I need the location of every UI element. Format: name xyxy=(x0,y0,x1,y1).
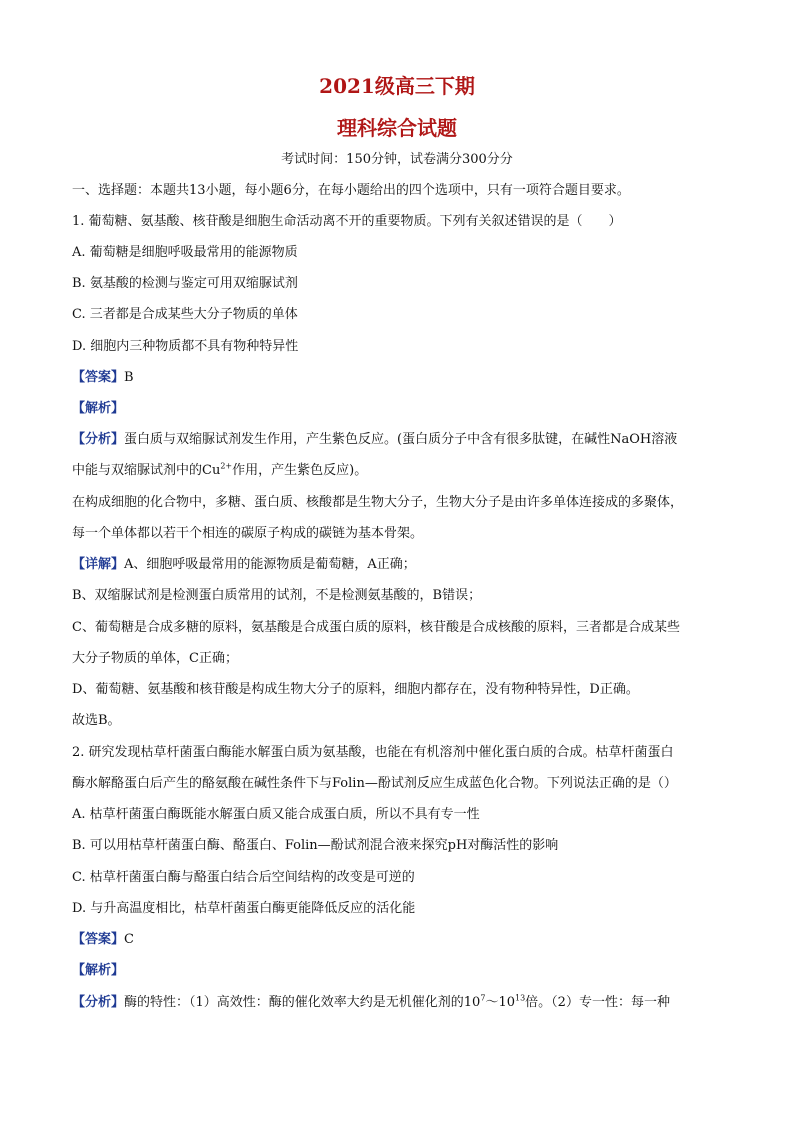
answer-tag: 【答案】 xyxy=(72,932,125,947)
superscript: 13 xyxy=(514,993,526,1003)
q1-option-d: D. 细胞内三种物质都不具有物种特异性 xyxy=(72,339,299,354)
fenxi-tag: 【分析】 xyxy=(72,995,125,1010)
exam-info: 考试时间：150分钟，试卷满分300分分 xyxy=(281,152,513,167)
q2-option-a: A. 枯草杆菌蛋白酶既能水解蛋白质又能合成蛋白质，所以不具有专一性 xyxy=(72,807,480,822)
q2-option-c: C. 枯草杆菌蛋白酶与酪蛋白结合后空间结构的改变是可逆的 xyxy=(72,870,415,885)
page-title: 2021级高三下期 xyxy=(319,74,475,98)
q1-paragraph-line2: 每一个单体都以若干个相连的碳原子构成的碳链为基本骨架。 xyxy=(72,526,424,541)
q1-detail-c1: C、葡萄糖是合成多糖的原料，氨基酸是合成蛋白质的原料，核苷酸是合成核酸的原料，三者都是合成某些 xyxy=(72,620,680,635)
q2-stem-line2: 酶水解酪蛋白后产生的酪氨酸在碱性条件下与Folin—酚试剂反应生成蓝色化合物。下列说法正确的是（） xyxy=(72,776,677,791)
q1-stem: 1. 葡萄糖、氨基酸、核苷酸是细胞生命活动离不开的重要物质。下列有关叙述错误的是（ ） xyxy=(72,214,622,229)
q2-answer xyxy=(72,930,732,950)
q1-detail-a xyxy=(72,555,732,575)
page-subtitle: 理科综合试题 xyxy=(337,116,457,140)
fenxi-text: 酶的特性：（1）高效性：酶的催化效率大约是无机催化剂的10 xyxy=(124,995,481,1010)
answer-tag: 【答案】 xyxy=(72,370,125,385)
q1-fenxi-line2 xyxy=(72,461,732,481)
fenxi-text: 中能与双缩脲试剂中的Cu xyxy=(72,463,221,478)
detail-tag: 【详解】 xyxy=(72,557,125,572)
q1-option-c: C. 三者都是合成某些大分子物质的单体 xyxy=(72,307,298,322)
superscript: 7 xyxy=(480,993,486,1003)
fenxi-text: ～10 xyxy=(485,995,515,1010)
q1-fenxi-line1 xyxy=(72,430,732,450)
superscript: 2+ xyxy=(220,461,233,471)
section-heading: 一、选择题：本题共13小题，每小题6分，在每小题给出的四个选项中，只有一项符合题目要求。 xyxy=(72,183,630,198)
fenxi-tag: 【分析】 xyxy=(72,432,125,447)
analysis-tag: 【解析】 xyxy=(72,963,125,978)
answer-value: B xyxy=(124,370,134,385)
q1-detail-b: B、双缩脲试剂是检测蛋白质常用的试剂，不是检测氨基酸的，B错误； xyxy=(72,588,482,603)
q1-option-b: B. 氨基酸的检测与鉴定可用双缩脲试剂 xyxy=(72,276,298,291)
q2-analysis-heading xyxy=(72,961,732,981)
q1-paragraph-line1: 在构成细胞的化合物中，多糖、蛋白质、核酸都是生物大分子，生物大分子是由许多单体连接成的多聚体， xyxy=(72,495,684,510)
analysis-tag: 【解析】 xyxy=(72,401,125,416)
fenxi-text: 作用，产生紫色反应)。 xyxy=(232,463,368,478)
q1-detail-c2: 大分子物质的单体，C正确； xyxy=(72,651,238,666)
q1-detail-d: D、葡萄糖、氨基酸和核苷酸是构成生物大分子的原料，细胞内都存在，没有物种特异性，D正确。 xyxy=(72,682,639,697)
q2-fenxi-line1 xyxy=(72,993,732,1013)
q1-analysis-heading xyxy=(72,399,732,419)
answer-value: C xyxy=(124,932,134,947)
q2-option-d: D. 与升高温度相比，枯草杆菌蛋白酶更能降低反应的活化能 xyxy=(72,901,416,916)
detail-text: A、细胞呼吸最常用的能源物质是葡萄糖，A正确； xyxy=(124,557,416,572)
q1-option-a: A. 葡萄糖是细胞呼吸最常用的能源物质 xyxy=(72,245,298,260)
fenxi-text: 倍。（2）专一性：每一种 xyxy=(525,995,670,1010)
q1-conclusion: 故选B。 xyxy=(72,713,121,728)
fenxi-text: 蛋白质与双缩脲试剂发生作用，产生紫色反应。(蛋白质分子中含有很多肽键，在碱性NaOH溶液 xyxy=(124,432,678,447)
q1-answer xyxy=(72,368,732,388)
q2-option-b: B. 可以用枯草杆菌蛋白酶、酪蛋白、Folin—酚试剂混合液来探究pH对酶活性的影响 xyxy=(72,838,559,853)
q2-stem-line1: 2. 研究发现枯草杆菌蛋白酶能水解蛋白质为氨基酸，也能在有机溶剂中催化蛋白质的合成。枯草杆菌蛋白 xyxy=(72,745,674,760)
